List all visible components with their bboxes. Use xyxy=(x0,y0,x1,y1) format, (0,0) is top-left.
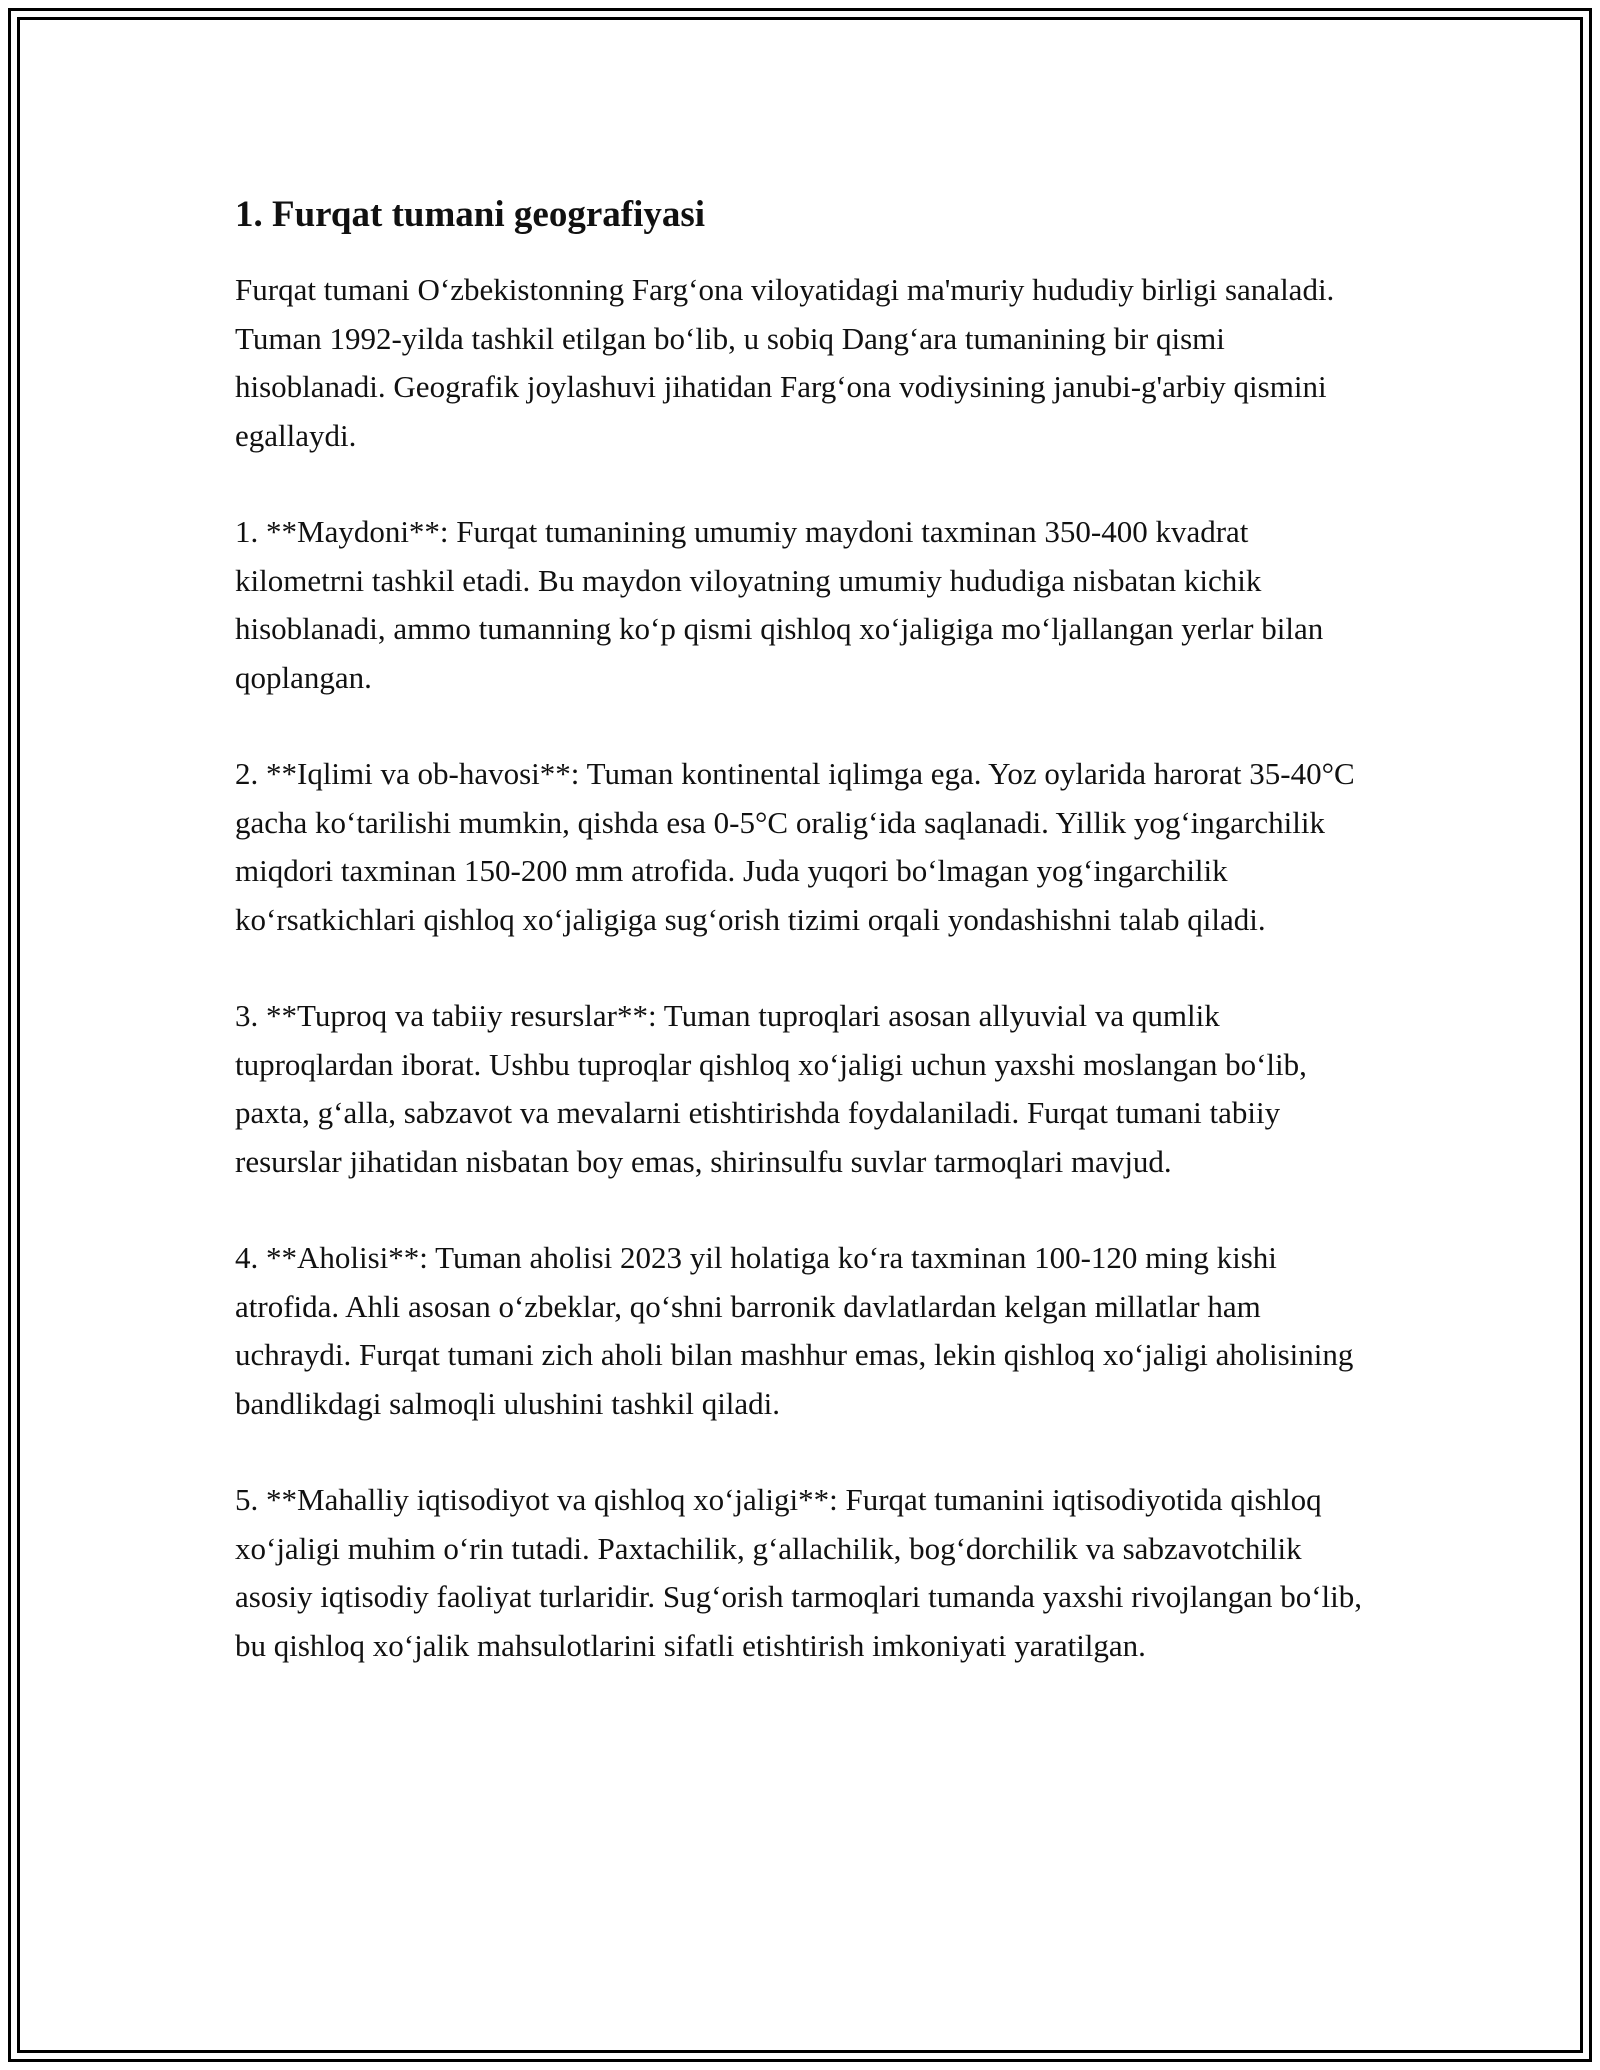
section-title: 1. Furqat tumani geografiyasi xyxy=(235,194,706,235)
paragraph-population: 4. **Aholisi**: Tuman aholisi 2023 yil holatiga ko‘ra taxminan 100-120 ming kishi atrofida. Ahli asosan o‘zbeklar, qo‘shni barronik davlatlardan kelgan millatlar ham uchraydi. Furqat tumani zich aholi bilan mashhur emas, lekin qishloq xo‘jaligi aholisining bandlikdagi salmoqli ulushini tashkil qiladi. xyxy=(235,1240,1354,1421)
paragraph-soil-resources: 3. **Tuproq va tabiiy resurslar**: Tuman tuproqlari asosan allyuvial va qumlik tuproqlardan iborat. Ushbu tuproqlar qishloq xo‘jaligi uchun yaxshi moslangan bo‘lib, paxta, g‘alla, sabzavot va mevalarni etishtirishda foydalaniladi. Furqat tumani tabiiy resurslar jihatidan nisbatan boy emas, shirinsulfu suvlar tarmoqlari mavjud. xyxy=(235,998,1307,1179)
paragraph-area: 1. **Maydoni**: Furqat tumanining umumiy maydoni taxminan 350-400 kvadrat kilometrni tashkil etadi. Bu maydon viloyatning umumiy hududiga nisbatan kichik hisoblanadi, ammo tumanning ko‘p qismi qishloq xo‘jaligiga mo‘ljallangan yerlar bilan qoplangan. xyxy=(235,514,1324,695)
paragraph-economy: 5. **Mahalliy iqtisodiyot va qishloq xo‘jaligi**: Furqat tumanini iqtisodiyotida qishloq xo‘jaligi muhim o‘rin tutadi. Paxtachilik, g‘allachilik, bog‘dorchilik va sabzavotchilik asosiy iqtisodiy faoliyat turlaridir. Sug‘orish tarmoqlari tumanda yaxshi rivojlangan bo‘lib, bu qishloq xo‘jalik mahsulotlarini sifatli etishtirish imkoniyati yaratilgan. xyxy=(235,1482,1363,1663)
paragraph-climate: 2. **Iqlimi va ob-havosi**: Tuman kontinental iqlimga ega. Yoz oylarida harorat 35-40°C gacha ko‘tarilishi mumkin, qishda esa 0-5°C oralig‘ida saqlanadi. Yillik yog‘ingarchilik miqdori taxminan 150-200 mm atrofida. Juda yuqori bo‘lmagan yog‘ingarchilik ko‘rsatkichlari qishloq xo‘jaligiga sug‘orish tizimi orqali yondashishni talab qiladi. xyxy=(235,756,1355,937)
intro-paragraph: Furqat tumani O‘zbekistonning Farg‘ona viloyatidagi ma'muriy hududiy birligi sanaladi. Tuman 1992-yilda tashkil etilgan bo‘lib, u sobiq Dang‘ara tumanining bir qismi hisoblanadi. Geografik joylashuvi jihatidan Farg‘ona vodiysining janubi-g'arbiy qismini egallaydi. xyxy=(235,272,1335,453)
document-body xyxy=(235,190,1375,1718)
